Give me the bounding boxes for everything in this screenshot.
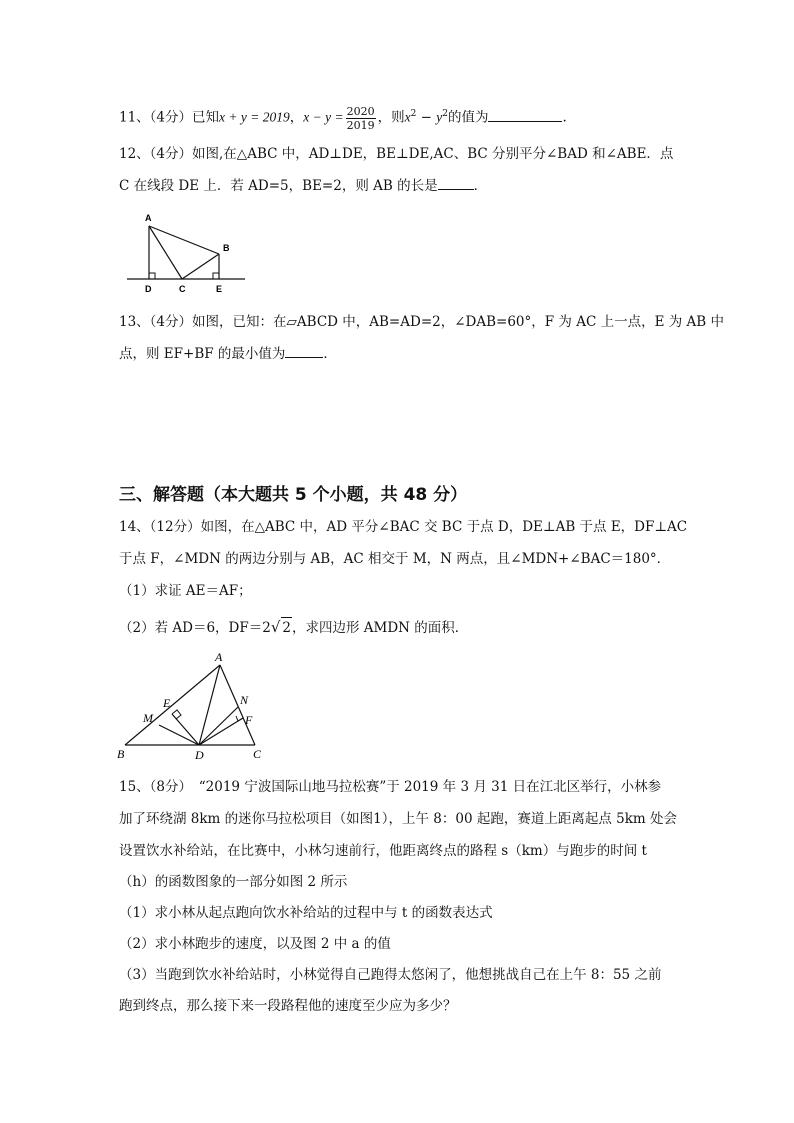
q15-line-4: （h）的函数图象的一部分如图 2 所示 [119, 874, 348, 890]
q12-label-a: A [145, 213, 152, 223]
q11-answer-blank[interactable] [488, 107, 562, 122]
q14-part-2 [119, 617, 468, 638]
q11-exp-1: 2 [410, 109, 417, 119]
q14-right-angle-e [172, 710, 181, 719]
q12-line-2 [119, 175, 487, 196]
q15-part-2: （2）求小林跑步的速度，以及图 2 中 a 的值 [119, 936, 391, 952]
q13-answer-blank[interactable] [285, 343, 323, 358]
q14-right-angle-f [236, 716, 243, 721]
q14-label-a: A [215, 650, 223, 664]
q14-part-1: （1）求证 AE＝AF； [119, 583, 252, 599]
q14-line-2: 于点 F，∠MDN 的两边分别与 AB，AC 相交于 M，N 两点，且∠MDN+∠BAC＝180°． [119, 551, 671, 567]
q11-expr-y: y [436, 109, 443, 125]
q15-part-3-line-2: 跑到终点，那么接下来一段路程他的速度至少应为多少？ [119, 998, 457, 1014]
q15-line-2: 加了环绕湖 8km 的迷你马拉松项目（如图1），上午 8：00 起跑，赛道上距离起点 5km 处会 [119, 811, 677, 827]
q12-line-1: 12、（4分）如图,在△ABC 中，AD⊥DE，BE⊥DE,AC、BC 分别平分∠BAD 和∠ABE．点 [119, 146, 674, 162]
q11-separator: ， [289, 109, 304, 126]
q12-segment-ab [149, 226, 219, 254]
q12-right-angle-e [213, 273, 219, 279]
q12-segment-ac [149, 226, 182, 279]
q12-line-2-end: ． [473, 178, 488, 194]
q12-right-angle-d [149, 273, 155, 279]
q14-label-b: B [117, 747, 125, 761]
q12-figure [125, 208, 250, 298]
q15-part-3-line-1: （3）当跑到饮水补给站时，小林觉得自己跑得太悠闲了，他想挑战自己在上午 8：55 之前 [119, 967, 662, 983]
q11-fraction-denominator: 2019 [346, 118, 375, 132]
q12-label-c: C [179, 284, 186, 294]
q11-equation-2-left: x − y = [303, 109, 344, 125]
q12-answer-blank[interactable] [438, 175, 474, 190]
q14-sqrt-sign: √ [270, 618, 281, 636]
q14-label-c: C [253, 747, 262, 761]
q12-line-2-text: C 在线段 DE 上．若 AD=5，BE=2，则 AB 的长是 [119, 178, 438, 194]
q14-segment-dm [159, 725, 199, 745]
q14-label-m: M [143, 711, 153, 725]
q13-line-2-end: ． [323, 346, 337, 362]
q11-end: . [562, 109, 567, 126]
q12-label-b: B [223, 243, 230, 253]
q14-part-2-end: ，求四边形 AMDN 的面积． [291, 620, 469, 636]
q12-label-e: E [216, 284, 223, 294]
q14-line-1: 14、（12分）如图，在△ABC 中，AD 平分∠BAC 交 BC 于点 D，DE⊥AB 于点 E，DF⊥AC [119, 519, 688, 535]
q11-suffix: 的值为 [447, 109, 489, 126]
q13-line-2-text: 点，则 EF+BF 的最小值为 [119, 346, 286, 362]
q14-label-n: N [240, 693, 249, 707]
q11-mid: ，则 [377, 109, 405, 126]
q14-segment-ad [199, 665, 220, 745]
q11-prefix: 11、（4分）已知 [119, 109, 220, 126]
q14-sqrt-value: 2 [281, 617, 292, 638]
q15-part-1: （1）求小林从起点跑向饮水补给站的过程中与 t 的函数表达式 [119, 905, 493, 921]
q14-label-d: D [195, 748, 204, 762]
q11-fraction-numerator: 2020 [346, 104, 375, 118]
q11-fraction [346, 105, 376, 132]
q14-label-f: F [245, 713, 253, 727]
q12-label-d: D [145, 284, 152, 294]
q14-figure [115, 650, 275, 765]
q13-line-1: 13、（4分）如图，已知：在▱ABCD 中，AB=AD=2，∠DAB=60°，F 为 AC 上一点，E 为 AB 中 [119, 314, 724, 330]
q14-part-2-text: （2）若 AD＝6，DF＝2 [119, 620, 271, 636]
q11-exp-2: 2 [442, 109, 448, 119]
q11-expr-x: x [404, 109, 411, 125]
q13-line-2 [119, 343, 337, 364]
section-3-title: 三、解答题（本大题共 5 个小题，共 48 分） [119, 485, 468, 505]
q14-label-e: E [163, 696, 171, 710]
q14-segment-dn [199, 707, 238, 745]
q15-line-1: 15、（8分） “2019 宁波国际山地马拉松赛”于 2019 年 3 月 31 日在江北区举行，小林参 [119, 779, 662, 795]
q11-expr-minus: − [416, 109, 437, 126]
q14-segment-ab [125, 665, 220, 745]
q15-line-3: 设置饮水补给站，在比赛中，小林匀速前行，他距离终点的路程 s（km）与跑步的时间 t [119, 843, 647, 859]
question-11 [119, 104, 567, 132]
q11-equation-1: x + y = 2019 [219, 109, 290, 125]
q14-segment-ac [220, 665, 255, 745]
